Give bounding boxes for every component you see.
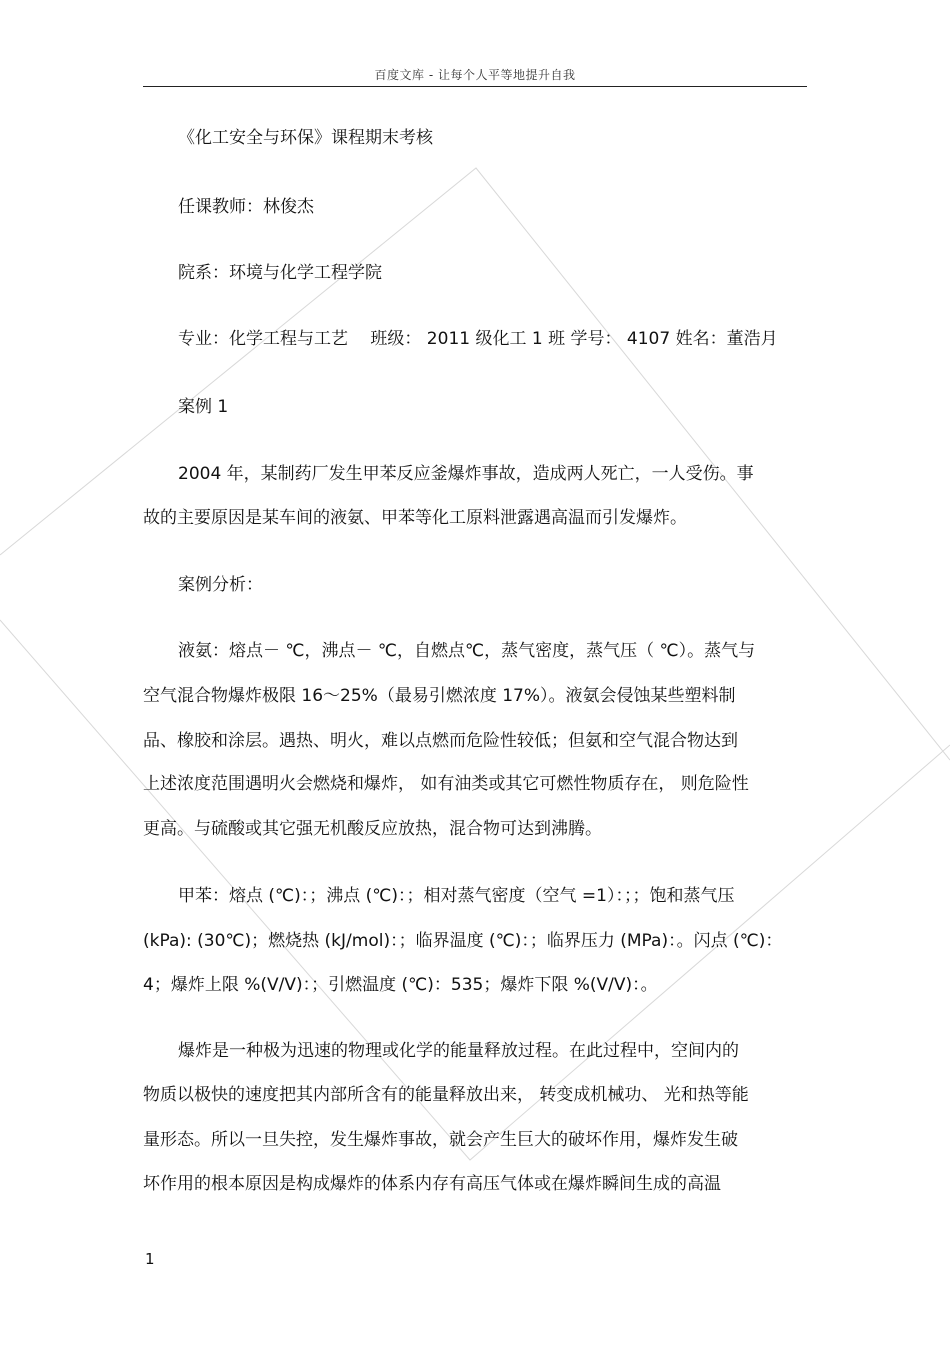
case-paragraph-line: 故的主要原因是某车间的液氨、甲苯等化工原料泄露遇高温而引发爆炸。 [143,508,687,528]
toluene-paragraph-line: 4；爆炸上限 %(V/V)：；引燃温度 (℃)：535；爆炸下限 %(V/V)：。 [143,975,658,995]
ammonia-paragraph-line: 更高。与硫酸或其它强无机酸反应放热，混合物可达到沸腾。 [143,819,602,839]
ammonia-paragraph-line: 空气混合物爆炸极限 16～25%（最易引燃浓度 17%）。液氨会侵蚀某些塑料制 [143,686,736,706]
student-info-line: 专业：化学工程与工艺 班级： 2011 级化工 1 班 学号： 4107 姓名：董浩月 [178,329,778,349]
analysis-heading: 案例分析： [178,575,263,595]
header-divider [143,86,807,87]
ammonia-paragraph-line: 液氨：熔点－ ℃，沸点－ ℃，自燃点℃，蒸气密度，蒸气压（ ℃）。蒸气与 [178,641,756,661]
case-heading: 案例 1 [178,397,229,417]
toluene-paragraph-line: 甲苯：熔点 (℃)：；沸点 (℃)：；相对蒸气密度（空气 =1）：；；饱和蒸气压 [178,886,735,906]
explosion-paragraph-line: 坏作用的根本原因是构成爆炸的体系内存有高压气体或在爆炸瞬间生成的高温 [143,1174,721,1194]
explosion-paragraph-line: 爆炸是一种极为迅速的物理或化学的能量释放过程。在此过程中，空间内的 [178,1041,739,1061]
toluene-paragraph-line: (kPa): (30℃)；燃烧热 (kJ/mol)：；临界温度 (℃)：；临界压力 (MPa)：。闪点 (℃)： [143,931,783,951]
department-line: 院系：环境与化学工程学院 [178,263,382,283]
page-number: 1 [145,1250,155,1268]
ammonia-paragraph-line: 品、橡胶和涂层。遇热、明火，难以点燃而危险性较低；但氨和空气混合物达到 [143,731,738,751]
explosion-paragraph-line: 量形态。所以一旦失控，发生爆炸事故，就会产生巨大的破坏作用，爆炸发生破 [143,1130,738,1150]
explosion-paragraph-line: 物质以极快的速度把其内部所含有的能量释放出来， 转变成机械功、 光和热等能 [143,1085,749,1105]
case-paragraph-line: 2004 年，某制药厂发生甲苯反应釜爆炸事故，造成两人死亡，一人受伤。事 [178,464,754,484]
teacher-line: 任课教师：林俊杰 [178,197,314,217]
document-title: 《化工安全与环保》课程期末考核 [178,128,433,148]
ammonia-paragraph-line: 上述浓度范围遇明火会燃烧和爆炸， 如有油类或其它可燃性物质存在， 则危险性 [143,774,749,794]
page-header: 百度文库 - 让每个人平等地提升自我 [374,68,576,82]
